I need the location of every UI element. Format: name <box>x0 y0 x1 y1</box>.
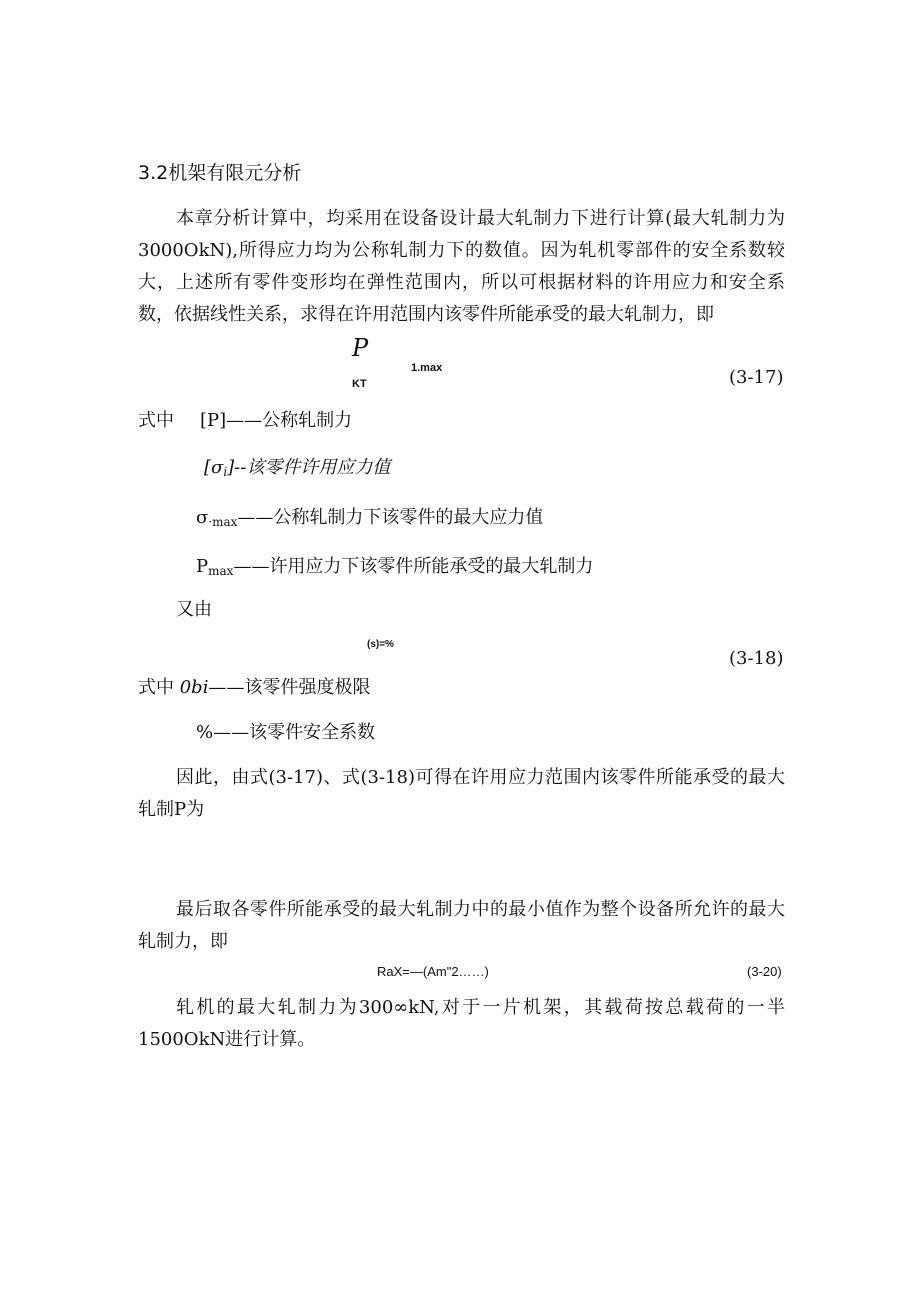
def-strength-text: ——该零件强度极限 <box>208 677 371 698</box>
def-sigma-max-symbol: σ <box>196 507 209 528</box>
def-P: [P]——公称轧制力 <box>200 410 353 431</box>
eq-318-number: (3-18) <box>729 648 784 669</box>
eq-317-P: P <box>352 334 369 362</box>
defs-318-prefix: 式中 <box>138 677 174 698</box>
def-safety-factor: %——该零件安全系数 <box>196 722 376 743</box>
eq-320-number: (3-20) <box>747 964 782 979</box>
eq-318-formula: (s)=% <box>367 639 394 650</box>
def-P-max <box>196 555 593 583</box>
def-strength-symbol: 0bi <box>179 677 209 698</box>
def-P-max-symbol: P <box>196 556 209 577</box>
last-text: 轧机的最大轧制力为300∞kN,对于一片机架，其载荷按总载荷的一半1500OkN进行计算。 <box>138 997 785 1050</box>
def-P-max-sub: max <box>208 564 234 578</box>
eq-317-sub-right: 1.max <box>411 362 443 374</box>
def-strength-limit <box>138 676 370 700</box>
section-heading: 3.2机架有限元分析 <box>138 162 302 184</box>
intro-text: 本章分析计算中，均采用在设备设计最大轧制力下进行计算(最大轧制力为3000OkN),所得应力均为公称轧制力下的数值。因为轧机零部件的安全系数较大，上述所有零件变形均在弹性范围内，所以可根据材料的许用应力和安全系数，依据线性关系，求得在许用范围内该零件所能承受的最大轧制力，即 <box>138 208 785 325</box>
final-paragraph <box>138 894 785 958</box>
def-P-max-text: ——许用应力下该零件所能承受的最大轧制力 <box>233 556 594 577</box>
def-sigma-max <box>196 506 543 534</box>
def-sigma-i <box>204 456 390 484</box>
def-sigma-i-symbol: [σ <box>204 457 224 478</box>
last-paragraph <box>138 992 785 1056</box>
def-sigma-i-text: ]--该零件许用应力值 <box>227 457 391 478</box>
defs-317-prefix: 式中 <box>138 410 174 431</box>
eq-317-sub-left: KT <box>352 378 367 390</box>
therefore-paragraph <box>138 762 785 826</box>
intro-paragraph <box>138 203 785 331</box>
final-text: 最后取各零件所能承受的最大轧制力中的最小值作为整个设备所允许的最大轧制力，即 <box>138 899 785 952</box>
eq-320-formula: RaX=—(Am"2……) <box>377 964 489 979</box>
eq-317-number: (3-17) <box>729 367 784 388</box>
def-sigma-i-sub: i <box>223 465 228 479</box>
youyou-text: 又由 <box>176 599 212 620</box>
def-sigma-max-text: ——公称轧制力下该零件的最大应力值 <box>237 507 544 528</box>
def-sigma-max-sub: ·max <box>208 515 238 529</box>
therefore-text: 因此，由式(3-17)、式(3-18)可得在许用应力范围内该零件所能承受的最大轧制P为 <box>138 767 785 820</box>
